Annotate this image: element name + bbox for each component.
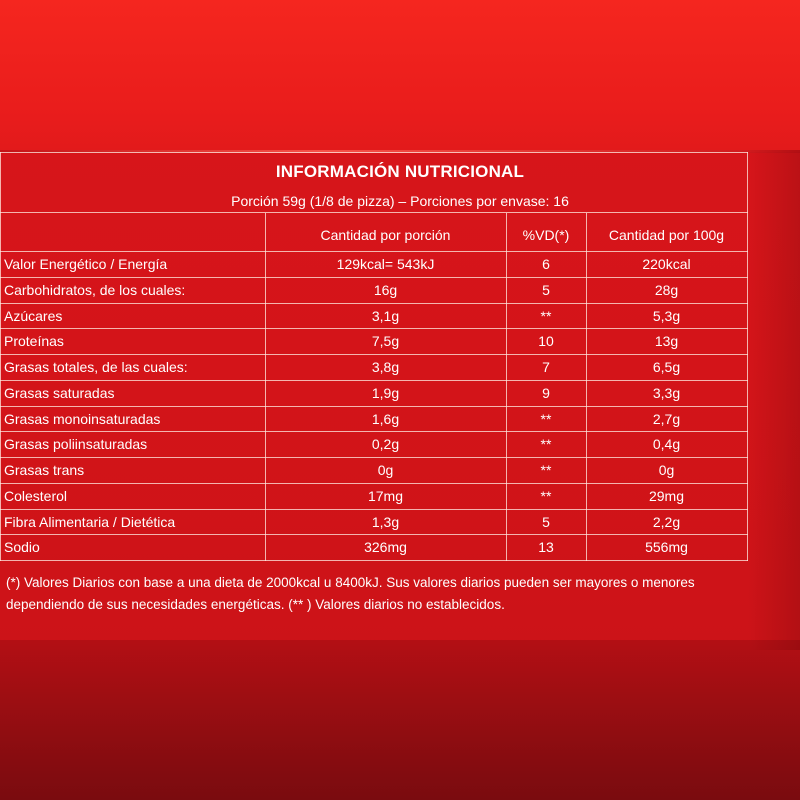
- amount-per-100g: 5,3g: [652, 307, 681, 324]
- amount-per-100g: 2,2g: [652, 513, 681, 530]
- amount-per-100g: 3,3g: [652, 384, 681, 401]
- amount-per-portion: 3,8g: [371, 359, 400, 375]
- amount-per-portion: 0,2g: [371, 436, 400, 453]
- amount-per-portion: 129kcal= 543kJ: [336, 256, 435, 272]
- daily-value-percent: **: [540, 410, 552, 427]
- footnote-line-1: (*) Valores Diarios con base a una dieta de 2000kcal u 8400kJ. Sus valores diarios pueden ser mayores o menores: [6, 575, 695, 590]
- amount-per-100g: 220kcal: [642, 256, 691, 272]
- daily-value-percent: 9: [542, 384, 550, 401]
- amount-per-100g: 556mg: [645, 539, 688, 556]
- footnote: [6, 572, 786, 616]
- amount-per-100g: 28g: [654, 281, 679, 298]
- table-row: [0, 431, 748, 457]
- grid-line: [0, 560, 748, 561]
- daily-value-percent: 5: [542, 513, 550, 530]
- amount-per-100g: 29mg: [648, 487, 685, 504]
- amount-per-100g: 2,7g: [652, 410, 681, 427]
- nutrient-name: Grasas trans: [4, 462, 85, 478]
- amount-per-portion: 16g: [373, 281, 398, 298]
- table-row: [0, 251, 748, 277]
- nutrient-name: Proteínas: [4, 333, 64, 350]
- table-row: [0, 534, 748, 560]
- amount-per-portion: 0g: [377, 462, 394, 478]
- table-row: [0, 277, 748, 303]
- header-per-100g: Cantidad por 100g: [608, 227, 725, 243]
- table-row: [0, 354, 748, 380]
- nutrient-name: Grasas totales, de las cuales:: [4, 359, 188, 375]
- nutrient-name: Valor Energético / Energía: [4, 256, 168, 272]
- serving-info: Porción 59g (1/8 de pizza) – Porciones por envase: 16: [231, 193, 569, 209]
- nutrient-name: Sodio: [4, 539, 40, 556]
- table-row: [0, 303, 748, 329]
- daily-value-percent: **: [540, 436, 552, 453]
- amount-per-100g: 0,4g: [652, 436, 681, 453]
- daily-value-percent: **: [540, 487, 552, 504]
- daily-value-percent: **: [540, 307, 552, 324]
- amount-per-100g: 13g: [654, 333, 679, 350]
- table-row: [0, 483, 748, 509]
- footnote-line-2: dependiendo de sus necesidades energéticas. (** ) Valores diarios no establecidos.: [6, 597, 505, 612]
- daily-value-percent: **: [540, 462, 552, 478]
- table-row: [0, 406, 748, 432]
- daily-value-percent: 5: [542, 281, 550, 298]
- table-row: [0, 380, 748, 406]
- daily-value-percent: 13: [538, 539, 554, 556]
- table-row: [0, 457, 748, 483]
- amount-per-portion: 1,6g: [371, 410, 400, 427]
- amount-per-portion: 7,5g: [371, 333, 400, 350]
- amount-per-portion: 1,9g: [371, 384, 400, 401]
- package-bottom-shadow: [0, 640, 800, 800]
- table-row: [0, 509, 748, 535]
- amount-per-portion: 326mg: [364, 539, 407, 556]
- header-vd: %VD(*): [522, 227, 570, 243]
- grid-line: [0, 212, 748, 213]
- package-top-band: [0, 0, 800, 152]
- nutrient-name: Azúcares: [4, 307, 63, 324]
- daily-value-percent: 7: [542, 359, 550, 375]
- table-row: [0, 328, 748, 354]
- nutrient-name: Grasas monoinsaturadas: [4, 410, 161, 427]
- header-per-portion: Cantidad por porción: [320, 227, 451, 243]
- nutrient-name: Carbohidratos, de los cuales:: [4, 281, 186, 298]
- amount-per-100g: 0g: [658, 462, 675, 478]
- amount-per-portion: 17mg: [367, 487, 404, 504]
- nutrition-table: [0, 152, 748, 561]
- nutrient-name: Grasas saturadas: [4, 384, 115, 401]
- grid-line: [0, 152, 748, 153]
- table-title: INFORMACIÓN NUTRICIONAL: [275, 162, 525, 181]
- nutrient-name: Fibra Alimentaria / Dietética: [4, 513, 176, 530]
- amount-per-portion: 1,3g: [371, 513, 400, 530]
- daily-value-percent: 10: [538, 333, 554, 350]
- nutrient-name: Grasas poliinsaturadas: [4, 436, 148, 453]
- nutrient-name: Colesterol: [4, 487, 68, 504]
- amount-per-portion: 3,1g: [371, 307, 400, 324]
- amount-per-100g: 6,5g: [652, 359, 681, 375]
- daily-value-percent: 6: [542, 256, 550, 272]
